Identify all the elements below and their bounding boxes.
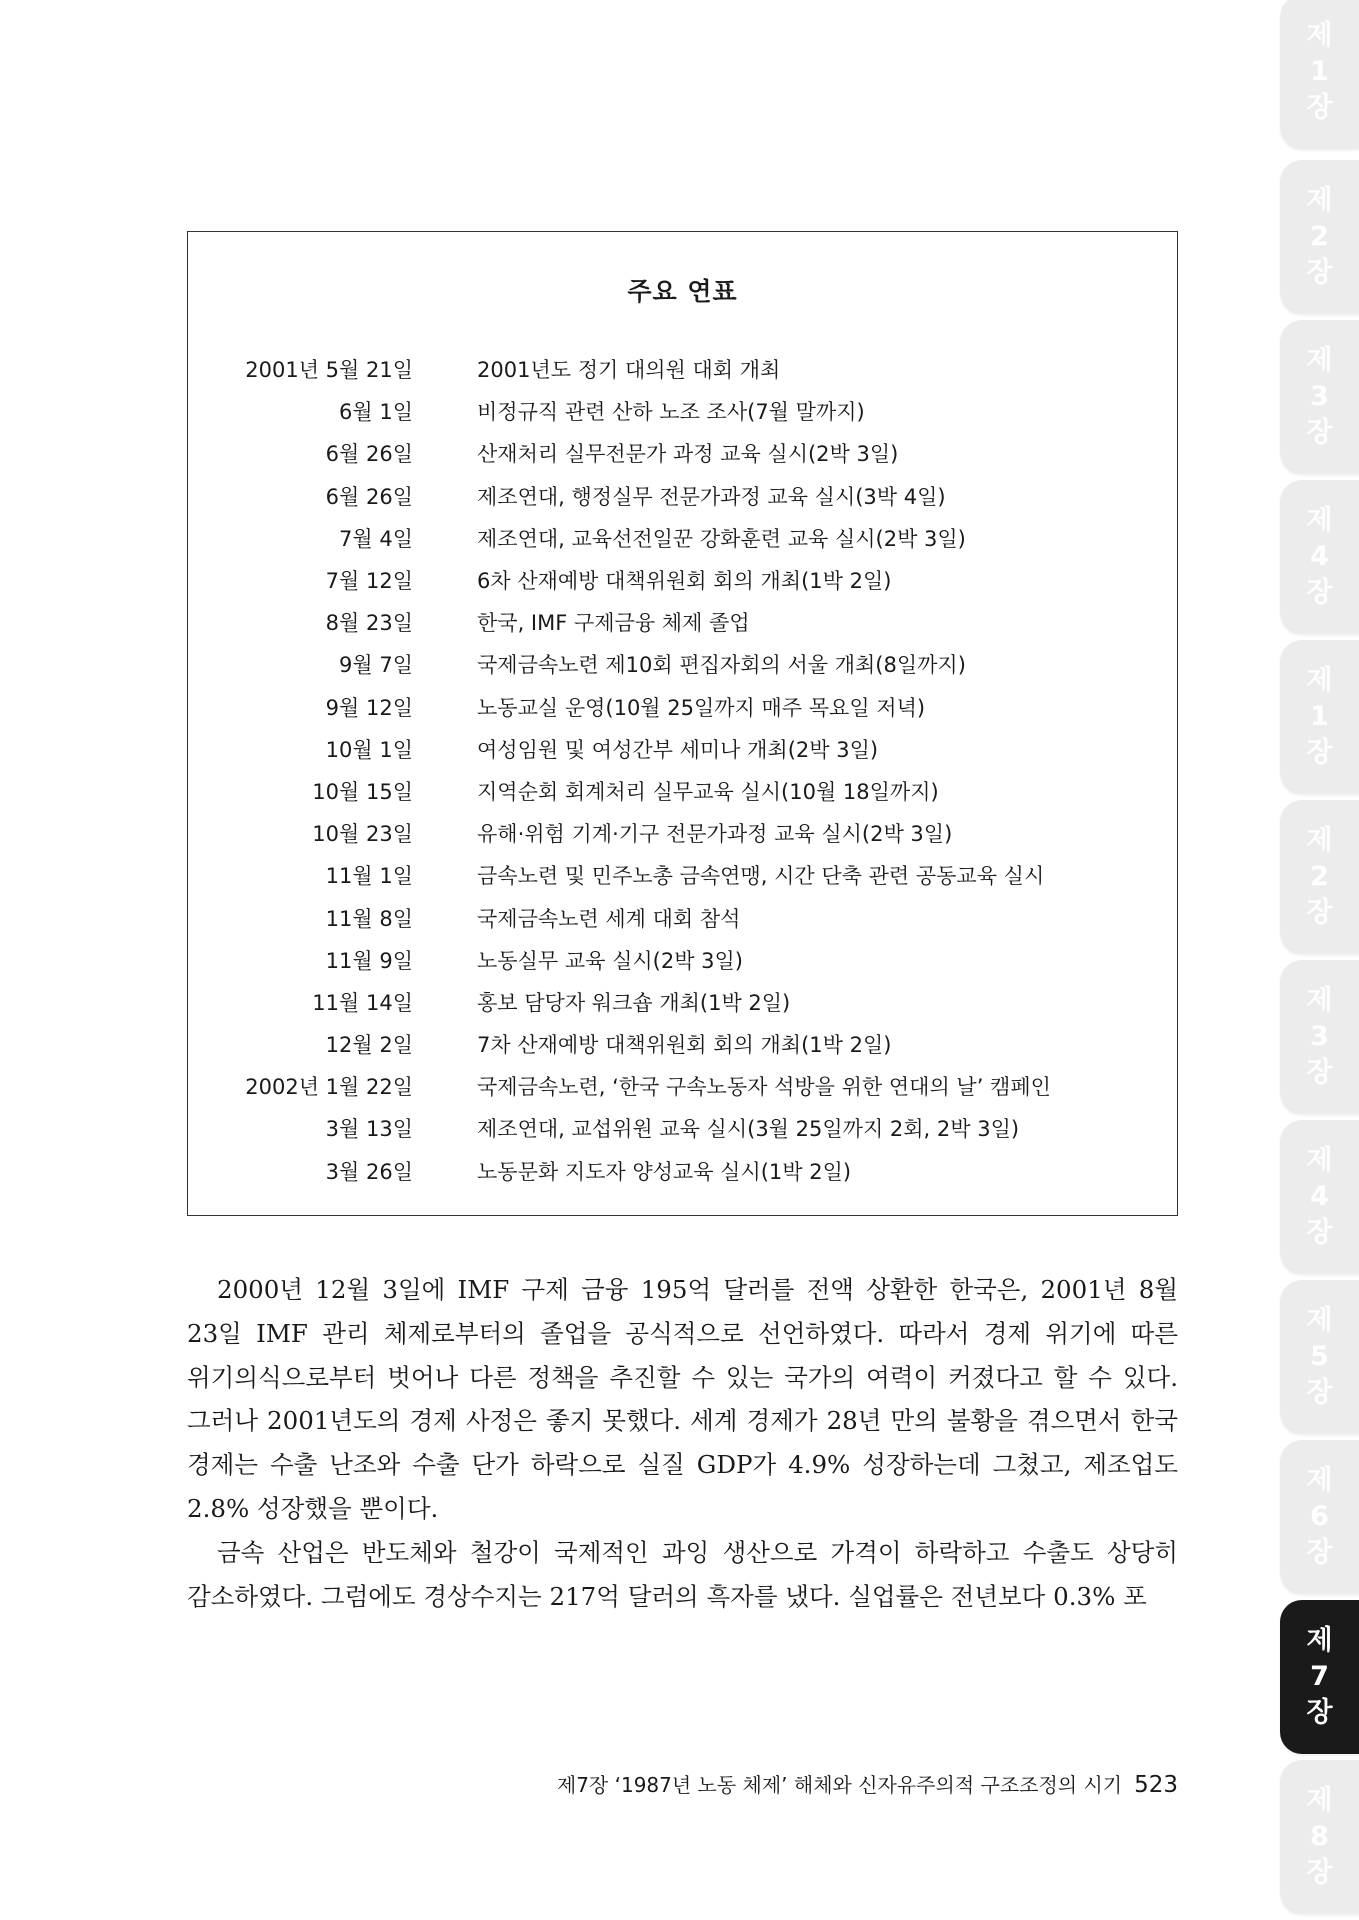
- timeline-event: 노동교실 운영(10월 25일까지 매주 목요일 저녁): [477, 695, 926, 720]
- chapter-tab-text: 제: [1306, 825, 1333, 856]
- timeline-title: 주요 연표: [627, 277, 738, 306]
- chapter-tab[interactable]: [1280, 0, 1359, 149]
- timeline-date: 9월 12일: [325, 695, 413, 720]
- chapter-tab-text: 3: [1310, 1021, 1329, 1052]
- chapter-tab-text: 1: [1310, 701, 1329, 732]
- timeline-date: 11월 8일: [325, 906, 413, 931]
- timeline-row: [188, 981, 1177, 1023]
- chapter-tab[interactable]: [1280, 160, 1359, 314]
- timeline-date: 2001년 5월 21일: [245, 358, 413, 383]
- chapter-tab-text: 장: [1306, 92, 1333, 123]
- timeline-row: [188, 770, 1177, 812]
- page-number: 523: [1134, 1772, 1178, 1798]
- timeline-row: [188, 939, 1177, 981]
- chapter-tab[interactable]: [1280, 1600, 1359, 1754]
- chapter-tab-text: 장: [1306, 1537, 1333, 1568]
- chapter-tab-text: 제: [1306, 1465, 1333, 1496]
- chapter-tab[interactable]: [1280, 800, 1359, 954]
- timeline-date: 3월 13일: [325, 1117, 413, 1142]
- chapter-tab-text: 2: [1310, 861, 1329, 892]
- chapter-tab-text: 제: [1306, 665, 1333, 696]
- timeline-row: [188, 559, 1177, 601]
- timeline-row: [188, 812, 1177, 854]
- timeline-row: [188, 1150, 1177, 1192]
- chapter-tab-text: 장: [1306, 1057, 1333, 1088]
- chapter-tab-text: 장: [1306, 1217, 1333, 1248]
- chapter-tab-text: 제: [1306, 1145, 1333, 1176]
- timeline-row: [188, 896, 1177, 938]
- timeline-event: 홍보 담당자 워크숍 개최(1박 2일): [477, 990, 791, 1015]
- timeline-date: 10월 15일: [312, 779, 413, 804]
- timeline-row: [188, 348, 1177, 390]
- chapter-tab-text: 제: [1306, 1625, 1333, 1656]
- timeline-date: 9월 7일: [339, 653, 413, 678]
- chapter-tab-text: 2: [1310, 221, 1329, 252]
- chapter-tab-text: 7: [1310, 1661, 1329, 1692]
- chapter-tab[interactable]: [1280, 320, 1359, 474]
- timeline-row: [188, 475, 1177, 517]
- timeline-date: 7월 12일: [325, 569, 413, 594]
- timeline-date: 11월 1일: [325, 864, 413, 889]
- timeline-date: 2002년 1월 22일: [245, 1075, 413, 1100]
- timeline-event: 7차 산재예방 대책위원회 회의 개최(1박 2일): [477, 1033, 892, 1058]
- chapter-tab[interactable]: [1280, 1440, 1359, 1594]
- timeline-event: 국제금속노련 세계 대회 참석: [477, 906, 741, 931]
- chapter-tab-text: 장: [1306, 1377, 1333, 1408]
- timeline-event: 금속노련 및 민주노총 금속연맹, 시간 단축 관련 공동교육 실시: [477, 864, 1045, 889]
- chapter-tab-text: 제: [1306, 1785, 1333, 1816]
- timeline-row: [188, 686, 1177, 728]
- chapter-tab[interactable]: [1280, 480, 1359, 634]
- timeline-row: [188, 1023, 1177, 1065]
- timeline-event: 2001년도 정기 대의원 대회 개최: [477, 358, 781, 383]
- timeline-box: [187, 231, 1178, 1216]
- timeline-date: 7월 4일: [339, 526, 413, 551]
- timeline-event: 제조연대, 교육선전일꾼 강화훈련 교육 실시(2박 3일): [477, 526, 966, 551]
- chapter-tab[interactable]: [1280, 1280, 1359, 1434]
- timeline-date: 11월 14일: [312, 990, 413, 1015]
- body-paragraph: 금속 산업은 반도체와 철강이 국제적인 과잉 생산으로 가격이 하락하고 수출도 상당히 감소하였다. 그럼에도 경상수지는 217억 달러의 흑자를 냈다. 실업률은 전년보다 0.3% 포: [187, 1537, 1178, 1611]
- body-paragraph: 2000년 12월 3일에 IMF 구제 금융 195억 달러를 전액 상환한 한국은, 2001년 8월 23일 IMF 관리 체제로부터의 졸업을 공식적으로 선언하였다. 따라서 경제 위기에 따른 위기의식으로부터 벗어나 다른 정책을 추진할 수 있는 국가의 여력이 커졌다고 할 수 있다. 그러나 2001년도의 경제 사정은 좋지 못했다. 세계 경제가 28년 만의 불황을 겪으면서 한국 경제는 수출 난조와 수출 단가 하락으로 실질 GDP가 4.9% 성장하는데 그쳤고, 제조업도 2.8% 성장했을 뿐이다.: [187, 1275, 1178, 1523]
- body-text: [187, 1268, 1178, 1618]
- chapter-tab-text: 6: [1310, 1501, 1329, 1532]
- chapter-tab-text: 장: [1306, 1697, 1333, 1728]
- timeline-row: [188, 601, 1177, 643]
- timeline-date: 6월 1일: [339, 400, 413, 425]
- chapter-tab-text: 제: [1306, 1305, 1333, 1336]
- timeline-event: 비정규직 관련 산하 노조 조사(7월 말까지): [477, 400, 865, 425]
- timeline-date: 12월 2일: [325, 1033, 413, 1058]
- timeline-event: 지역순회 회계처리 실무교육 실시(10월 18일까지): [477, 779, 939, 804]
- chapter-tab-text: 제: [1306, 505, 1333, 536]
- chapter-tab-text: 제: [1306, 20, 1333, 51]
- timeline-row: [188, 432, 1177, 474]
- timeline-event: 국제금속노련, ‘한국 구속노동자 석방을 위한 연대의 날’ 캠페인: [477, 1075, 1051, 1100]
- timeline-row: [188, 1107, 1177, 1149]
- timeline-event: 유해·위험 기계·기구 전문가과정 교육 실시(2박 3일): [477, 822, 953, 847]
- chapter-tab[interactable]: [1280, 1120, 1359, 1274]
- timeline-event: 여성임원 및 여성간부 세미나 개최(2박 3일): [477, 737, 879, 762]
- timeline-event: 한국, IMF 구제금융 체제 졸업: [477, 611, 750, 636]
- chapter-tab-text: 장: [1306, 737, 1333, 768]
- timeline-list: [188, 348, 1177, 1192]
- chapter-tab-text: 8: [1310, 1821, 1329, 1852]
- chapter-tab[interactable]: [1280, 1760, 1359, 1914]
- chapter-tab-text: 장: [1306, 257, 1333, 288]
- chapter-tab-text: 장: [1306, 417, 1333, 448]
- timeline-row: [188, 854, 1177, 896]
- chapter-tab-text: 제: [1306, 985, 1333, 1016]
- timeline-event: 제조연대, 교섭위원 교육 실시(3월 25일까지 2회, 2박 3일): [477, 1117, 1020, 1142]
- chapter-tab-text: 제: [1306, 185, 1333, 216]
- timeline-event: 산재처리 실무전문가 과정 교육 실시(2박 3일): [477, 442, 899, 467]
- timeline-date: 6월 26일: [325, 442, 413, 467]
- chapter-tab-text: 4: [1310, 541, 1329, 572]
- chapter-tab[interactable]: [1280, 640, 1359, 794]
- timeline-row: [188, 643, 1177, 685]
- timeline-date: 10월 23일: [312, 822, 413, 847]
- timeline-row: [188, 517, 1177, 559]
- chapter-tab-text: 3: [1310, 381, 1329, 412]
- timeline-event: 국제금속노련 제10회 편집자회의 서울 개최(8일까지): [477, 653, 966, 678]
- timeline-date: 8월 23일: [325, 611, 413, 636]
- timeline-event: 제조연대, 행정실무 전문가과정 교육 실시(3박 4일): [477, 484, 946, 509]
- timeline-date: 6월 26일: [325, 484, 413, 509]
- timeline-date: 10월 1일: [325, 737, 413, 762]
- timeline-row: [188, 1065, 1177, 1107]
- timeline-event: 6차 산재예방 대책위원회 회의 개최(1박 2일): [477, 569, 892, 594]
- timeline-date: 3월 26일: [325, 1159, 413, 1184]
- chapter-tab-text: 장: [1306, 1857, 1333, 1888]
- timeline-row: [188, 728, 1177, 770]
- chapter-tab-text: 장: [1306, 577, 1333, 608]
- running-title: 제7장 ‘1987년 노동 체제’ 해체와 신자유주의적 구조조정의 시기: [556, 1773, 1123, 1797]
- page-footer: [430, 1770, 1178, 1800]
- chapter-tab-text: 1: [1310, 56, 1329, 87]
- chapter-tab-text: 제: [1306, 345, 1333, 376]
- timeline-event: 노동문화 지도자 양성교육 실시(1박 2일): [477, 1159, 852, 1184]
- timeline-event: 노동실무 교육 실시(2박 3일): [477, 948, 743, 973]
- chapter-tab-text: 장: [1306, 897, 1333, 928]
- chapter-tab-text: 4: [1310, 1181, 1329, 1212]
- chapter-tab-text: 5: [1310, 1341, 1329, 1372]
- timeline-row: [188, 390, 1177, 432]
- timeline-date: 11월 9일: [325, 948, 413, 973]
- chapter-tab[interactable]: [1280, 960, 1359, 1114]
